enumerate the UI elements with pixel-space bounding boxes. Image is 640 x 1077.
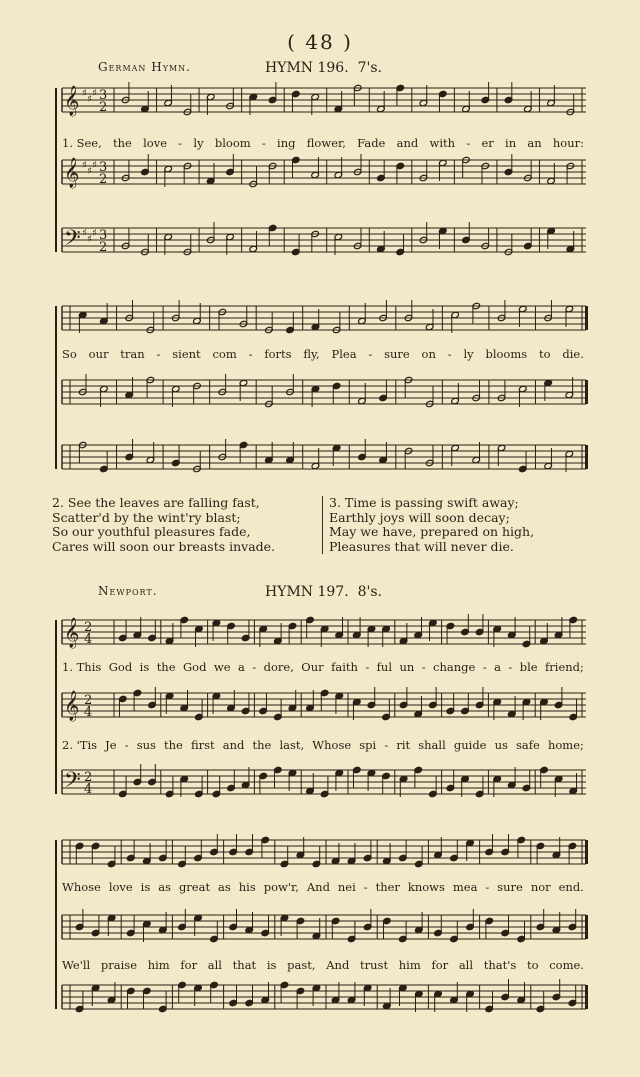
lyric-syllable: tran	[120, 347, 145, 361]
lyrics-line	[62, 660, 584, 674]
final-bar	[585, 915, 588, 939]
lyric-syllable: an	[527, 136, 542, 150]
lyric-syllable: nei	[337, 880, 356, 894]
lyric-syllable: -	[485, 880, 490, 894]
time-signature: 4	[84, 632, 93, 647]
lyric-syllable: God	[182, 660, 207, 674]
lyrics-line	[62, 738, 584, 752]
time-signature: 2	[84, 770, 93, 785]
lyric-syllable: sient	[172, 347, 201, 361]
lyric-syllable: change	[433, 660, 476, 674]
lyric-syllable: first	[190, 738, 215, 752]
lyric-syllable: So	[62, 347, 77, 361]
treble-clef: 𝄞	[64, 86, 80, 116]
lyric-syllable: er	[481, 136, 494, 150]
sharp-sign: ♯	[87, 166, 92, 177]
lyric-syllable: rit	[396, 738, 411, 752]
lyric-syllable: Je	[105, 738, 117, 752]
lyric-syllable: hour:	[552, 136, 584, 150]
final-bar	[585, 306, 588, 330]
lyric-syllable: forts	[264, 347, 292, 361]
lyric-syllable: in	[505, 136, 517, 150]
lyric-syllable: 1. See,	[62, 136, 102, 150]
lyric-syllable: ther	[375, 880, 400, 894]
time-signature: 3	[99, 228, 108, 243]
lyric-syllable: all	[207, 958, 222, 972]
verse-line: May we have, prepared on high,	[329, 524, 535, 539]
verse-line: Earthly joys will soon decay;	[329, 509, 510, 525]
time-signature: 2	[84, 693, 93, 708]
lyric-syllable: com	[212, 347, 237, 361]
lyric-syllable: -	[365, 660, 370, 674]
verses-right	[322, 496, 534, 554]
lyric-syllable: guide	[453, 738, 487, 752]
lyric-syllable: nor	[530, 880, 551, 894]
lyric-syllable: bloom	[214, 136, 251, 150]
lyric-syllable: him	[147, 958, 170, 972]
lyric-syllable: on	[421, 347, 436, 361]
lyric-syllable: flower,	[306, 136, 346, 150]
lyric-syllable: -	[248, 347, 253, 361]
time-signature: 2	[99, 172, 108, 187]
lyric-syllable: is	[139, 660, 150, 674]
lyric-syllable: the	[252, 738, 272, 752]
treble-clef: 𝄞	[64, 618, 80, 648]
lyric-syllable: and	[396, 136, 419, 150]
verse-line: Pleasures that will never die.	[329, 538, 514, 554]
lyric-syllable: as	[218, 880, 231, 894]
sharp-sign: ♯	[92, 160, 97, 171]
lyric-syllable: Our	[301, 660, 324, 674]
lyric-syllable: for	[180, 958, 198, 972]
time-signature: 3	[99, 88, 108, 103]
lyric-syllable: knows	[407, 880, 445, 894]
lyric-syllable: -	[178, 136, 183, 150]
lyric-syllable: 1. This	[62, 660, 102, 674]
page-number: ( 48 )	[287, 30, 353, 54]
lyric-syllable: ly	[193, 136, 204, 150]
lyric-syllable: spi	[359, 738, 377, 752]
lyric-syllable: last,	[279, 738, 305, 752]
sharp-sign: ♯	[82, 228, 87, 239]
lyric-syllable: we	[213, 660, 231, 674]
lyric-syllable: past,	[287, 958, 316, 972]
lyric-syllable: praise	[100, 958, 138, 972]
time-signature: 3	[99, 160, 108, 175]
lyric-syllable: the	[113, 136, 132, 150]
lyric-syllable: ble	[519, 660, 538, 674]
lyric-syllable: un	[399, 660, 415, 674]
time-signature: 2	[99, 100, 108, 115]
lyric-syllable: with	[429, 136, 456, 150]
lyrics-line	[62, 136, 584, 150]
time-signature: 2	[84, 620, 93, 635]
lyric-syllable: -	[156, 347, 161, 361]
lyrics-line	[62, 880, 584, 894]
lyric-syllable: a	[237, 660, 245, 674]
lyric-syllable: home;	[547, 738, 584, 752]
lyric-syllable: fly,	[303, 347, 320, 361]
lyric-syllable: -	[252, 660, 257, 674]
lyric-syllable: to	[527, 958, 539, 972]
lyric-syllable: Plea	[331, 347, 357, 361]
lyric-syllable: his	[238, 880, 256, 894]
hymn-title: HYMN 196. 7's.	[265, 60, 382, 76]
lyric-syllable: -	[482, 660, 487, 674]
time-signature: 4	[84, 705, 93, 720]
sharp-sign: ♯	[92, 88, 97, 99]
lyric-syllable: ly	[463, 347, 474, 361]
sharp-sign: ♯	[92, 228, 97, 239]
lyric-syllable: that	[232, 958, 257, 972]
final-bar	[585, 445, 588, 469]
lyric-syllable: us	[494, 738, 508, 752]
final-bar	[585, 985, 588, 1009]
lyric-syllable: is	[140, 880, 151, 894]
lyric-syllable: end.	[558, 880, 584, 894]
lyric-syllable: -	[368, 347, 373, 361]
lyric-syllable: love	[108, 880, 133, 894]
final-bar	[585, 380, 588, 404]
bass-clef: 𝄢	[64, 226, 81, 256]
lyric-syllable: -	[363, 880, 368, 894]
lyric-syllable: blooms	[485, 347, 528, 361]
lyric-syllable: 2. 'Tis	[62, 738, 98, 752]
treble-clef: 𝄞	[64, 158, 80, 188]
lyric-syllable: -	[508, 660, 513, 674]
verses-left	[52, 496, 275, 554]
sharp-sign: ♯	[87, 94, 92, 105]
lyric-syllable: him	[398, 958, 421, 972]
lyric-syllable: sure	[497, 880, 523, 894]
lyric-syllable: friend;	[545, 660, 584, 674]
treble-clef: 𝄞	[64, 691, 80, 721]
verse-line: Scatter'd by the wint'ry blast;	[52, 509, 241, 525]
tune-name: Newport.	[98, 584, 158, 598]
lyrics-line	[62, 958, 584, 972]
lyric-syllable: And	[326, 958, 350, 972]
sharp-sign: ♯	[87, 234, 92, 245]
bass-clef: 𝄢	[64, 768, 81, 798]
lyric-syllable: die.	[562, 347, 584, 361]
lyric-syllable: Whose	[62, 880, 101, 894]
tune-name: German Hymn.	[98, 60, 191, 74]
lyric-syllable: all	[458, 958, 474, 972]
lyric-syllable: ing	[277, 136, 296, 150]
lyric-syllable: that's	[483, 958, 517, 972]
lyric-syllable: We'll	[62, 958, 91, 972]
final-bar	[585, 840, 588, 864]
time-signature: 2	[99, 240, 108, 255]
sharp-sign: ♯	[82, 160, 87, 171]
lyric-syllable: safe	[516, 738, 540, 752]
lyric-syllable: the	[156, 660, 176, 674]
lyric-syllable: the	[164, 738, 183, 752]
lyric-syllable: -	[124, 738, 129, 752]
lyric-syllable: as	[158, 880, 171, 894]
lyric-syllable: shall	[418, 738, 446, 752]
lyrics-line	[62, 347, 584, 361]
lyric-syllable: sus	[136, 738, 156, 752]
lyric-syllable: God	[108, 660, 133, 674]
lyric-syllable: -	[384, 738, 389, 752]
lyric-syllable: -	[261, 136, 266, 150]
lyric-syllable: ful	[376, 660, 393, 674]
lyric-syllable: mea	[452, 880, 478, 894]
lyric-syllable: a	[494, 660, 501, 674]
lyric-syllable: -	[447, 347, 452, 361]
verse-line: 2. See the leaves are falling fast,	[52, 495, 260, 510]
lyric-syllable: -	[421, 660, 426, 674]
verse-line: 3. Time is passing swift away;	[329, 495, 519, 510]
lyric-syllable: faith	[331, 660, 358, 674]
lyric-syllable: is	[266, 958, 277, 972]
lyric-syllable: and	[222, 738, 245, 752]
lyric-syllable: Fade	[357, 136, 386, 150]
verse-line: Cares will soon our breasts invade.	[52, 538, 276, 554]
lyric-syllable: dore,	[263, 660, 294, 674]
sharp-sign: ♯	[82, 88, 87, 99]
lyric-syllable: -	[466, 136, 471, 150]
time-signature: 4	[84, 782, 93, 797]
lyric-syllable: great	[178, 880, 211, 894]
lyric-syllable: Whose	[312, 738, 352, 752]
lyric-syllable: pow'r,	[263, 880, 299, 894]
lyric-syllable: our	[88, 347, 109, 361]
verse-line: So our youthful pleasures fade,	[52, 524, 251, 539]
lyric-syllable: to	[538, 347, 551, 361]
lyric-syllable: love	[143, 136, 168, 150]
lyric-syllable: for	[431, 958, 449, 972]
lyric-syllable: come.	[549, 958, 584, 972]
hymn-title: HYMN 197. 8's.	[265, 584, 382, 600]
lyric-syllable: And	[306, 880, 330, 894]
lyric-syllable: trust	[360, 958, 389, 972]
lyric-syllable: sure	[384, 347, 410, 361]
